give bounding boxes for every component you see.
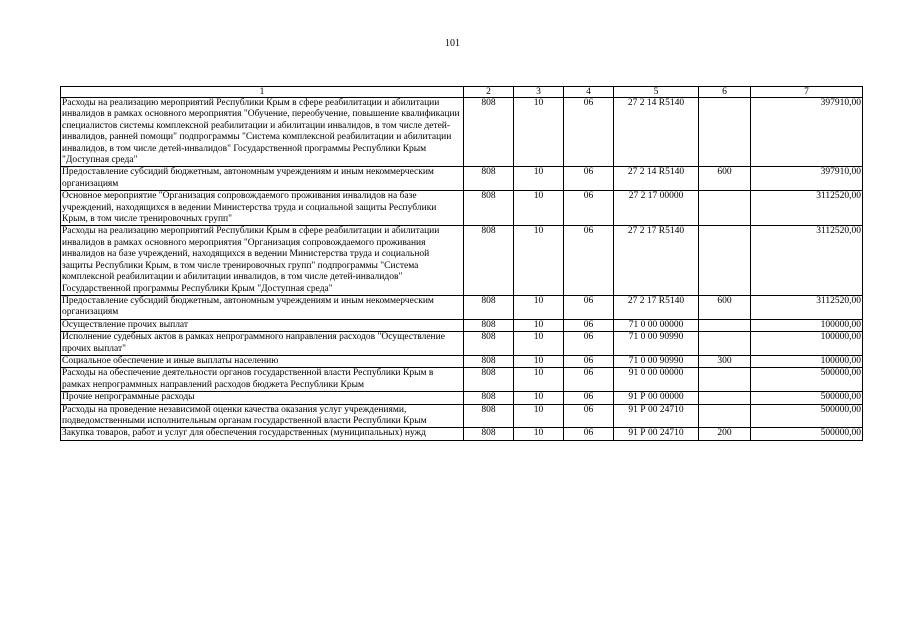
ministry-code-cell: 808: [464, 368, 514, 392]
table-row: [61, 355, 863, 367]
page-number: 101: [445, 38, 460, 49]
table-row: [61, 98, 863, 167]
target-article-cell: 27 2 17 R5140: [614, 226, 699, 295]
target-article-cell: 27 2 17 R5140: [614, 295, 699, 319]
table-row: [61, 191, 863, 226]
section-code-cell: 10: [514, 98, 564, 167]
section-code-cell: 10: [514, 368, 564, 392]
table-row: [61, 295, 863, 319]
expense-type-cell: 300: [699, 355, 751, 367]
expense-name-cell: Расходы на обеспечение деятельности органов государственной власти Республики Крым в рамках непрограммных направлений расходов бюджета Республики Крым: [61, 368, 464, 392]
section-code-cell: 10: [514, 428, 564, 440]
column-header: 3: [514, 87, 564, 98]
ministry-code-cell: 808: [464, 191, 514, 226]
table-row: [61, 167, 863, 191]
expense-type-cell: [699, 332, 751, 356]
target-article-cell: 91 Р 00 24710: [614, 428, 699, 440]
expense-type-cell: [699, 368, 751, 392]
expense-type-cell: 600: [699, 295, 751, 319]
subsection-code-cell: 06: [564, 404, 614, 428]
budget-table: [60, 86, 863, 441]
expense-name-cell: Расходы на реализацию мероприятий Республики Крым в сфере реабилитации и абилитации инвалидов в рамках основного мероприятия "Организация сопровождаемого проживания инвалидов на базе учреждений, находящихся в ведении Министерства труда и социальной защиты Республики Крым, в том числе тренировочных групп" подпрограммы "Система комплексной реабилитации и абилитации инвалидов, в том числе детей-инвалидов" Государственной программы Республики Крым "Доступная среда": [61, 226, 464, 295]
amount-cell: 500000,00: [751, 404, 863, 428]
ministry-code-cell: 808: [464, 98, 514, 167]
subsection-code-cell: 06: [564, 428, 614, 440]
expense-name-cell: Осуществление прочих выплат: [61, 319, 464, 331]
amount-cell: 500000,00: [751, 428, 863, 440]
subsection-code-cell: 06: [564, 319, 614, 331]
section-code-cell: 10: [514, 392, 564, 404]
subsection-code-cell: 06: [564, 167, 614, 191]
expense-type-cell: [699, 319, 751, 331]
target-article-cell: 27 2 14 R5140: [614, 167, 699, 191]
table-row: [61, 332, 863, 356]
expense-name-cell: Расходы на проведение независимой оценки качества оказания услуг учреждениями, подведомственными исполнительным органам государственной власти Республики Крым: [61, 404, 464, 428]
expense-name-cell: Предоставление субсидий бюджетным, автономным учреждениям и иным некоммерческим организациям: [61, 167, 464, 191]
column-header: 5: [614, 87, 699, 98]
subsection-code-cell: 06: [564, 295, 614, 319]
ministry-code-cell: 808: [464, 428, 514, 440]
target-article-cell: 71 0 00 90990: [614, 332, 699, 356]
subsection-code-cell: 06: [564, 368, 614, 392]
section-code-cell: 10: [514, 355, 564, 367]
expense-name-cell: Прочие непрограммные расходы: [61, 392, 464, 404]
target-article-cell: 71 0 00 90990: [614, 355, 699, 367]
expense-name-cell: Социальное обеспечение и иные выплаты населению: [61, 355, 464, 367]
table-row: [61, 392, 863, 404]
expense-name-cell: Расходы на реализацию мероприятий Республики Крым в сфере реабилитации и абилитации инвалидов в рамках основного мероприятия "Обучение, переобучение, повышение квалификации специалистов системы комплексной реабилитации и абилитации инвалидов, в том числе детей-инвалидов, ранней помощи" подпрограммы "Система комплексной реабилитации и абилитации инвалидов, в том числе детей-инвалидов" Государственной программы Республики Крым "Доступная среда": [61, 98, 464, 167]
subsection-code-cell: 06: [564, 392, 614, 404]
ministry-code-cell: 808: [464, 167, 514, 191]
amount-cell: 3112520,00: [751, 226, 863, 295]
expense-name-cell: Исполнение судебных актов в рамках непрограммного направления расходов "Осуществление прочих выплат": [61, 332, 464, 356]
ministry-code-cell: 808: [464, 295, 514, 319]
amount-cell: 100000,00: [751, 355, 863, 367]
ministry-code-cell: 808: [464, 392, 514, 404]
table-row: [61, 319, 863, 331]
ministry-code-cell: 808: [464, 355, 514, 367]
amount-cell: 100000,00: [751, 332, 863, 356]
amount-cell: 100000,00: [751, 319, 863, 331]
target-article-cell: 27 2 17 00000: [614, 191, 699, 226]
subsection-code-cell: 06: [564, 355, 614, 367]
table-row: [61, 404, 863, 428]
amount-cell: 397910,00: [751, 167, 863, 191]
amount-cell: 500000,00: [751, 392, 863, 404]
column-header: 2: [464, 87, 514, 98]
table-row: [61, 428, 863, 440]
ministry-code-cell: 808: [464, 332, 514, 356]
expense-type-cell: [699, 392, 751, 404]
subsection-code-cell: 06: [564, 226, 614, 295]
ministry-code-cell: 808: [464, 319, 514, 331]
section-code-cell: 10: [514, 404, 564, 428]
subsection-code-cell: 06: [564, 332, 614, 356]
table-row: [61, 226, 863, 295]
amount-cell: 3112520,00: [751, 295, 863, 319]
ministry-code-cell: 808: [464, 404, 514, 428]
ministry-code-cell: 808: [464, 226, 514, 295]
subsection-code-cell: 06: [564, 191, 614, 226]
target-article-cell: 27 2 14 R5140: [614, 98, 699, 167]
section-code-cell: 10: [514, 295, 564, 319]
column-header: 4: [564, 87, 614, 98]
amount-cell: 3112520,00: [751, 191, 863, 226]
expense-name-cell: Предоставление субсидий бюджетным, автономным учреждениям и иным некоммерческим организациям: [61, 295, 464, 319]
expense-name-cell: Закупка товаров, работ и услуг для обеспечения государственных (муниципальных) нужд: [61, 428, 464, 440]
column-header: 6: [699, 87, 751, 98]
column-header: 1: [61, 87, 464, 98]
expense-type-cell: [699, 191, 751, 226]
amount-cell: 500000,00: [751, 368, 863, 392]
expense-type-cell: [699, 226, 751, 295]
section-code-cell: 10: [514, 191, 564, 226]
section-code-cell: 10: [514, 167, 564, 191]
section-code-cell: 10: [514, 319, 564, 331]
expense-type-cell: [699, 98, 751, 167]
subsection-code-cell: 06: [564, 98, 614, 167]
target-article-cell: 71 0 00 00000: [614, 319, 699, 331]
expense-type-cell: [699, 404, 751, 428]
expense-type-cell: 600: [699, 167, 751, 191]
target-article-cell: 91 Р 00 00000: [614, 392, 699, 404]
amount-cell: 397910,00: [751, 98, 863, 167]
target-article-cell: 91 0 00 00000: [614, 368, 699, 392]
header-row: [61, 87, 863, 98]
expense-type-cell: 200: [699, 428, 751, 440]
section-code-cell: 10: [514, 226, 564, 295]
target-article-cell: 91 Р 00 24710: [614, 404, 699, 428]
column-header: 7: [751, 87, 863, 98]
section-code-cell: 10: [514, 332, 564, 356]
expense-name-cell: Основное мероприятие "Организация сопровождаемого проживания инвалидов на базе учреждений, находящихся в ведении Министерства труда и социальной защиты Республики Крым, в том числе тренировочных групп": [61, 191, 464, 226]
table-row: [61, 368, 863, 392]
